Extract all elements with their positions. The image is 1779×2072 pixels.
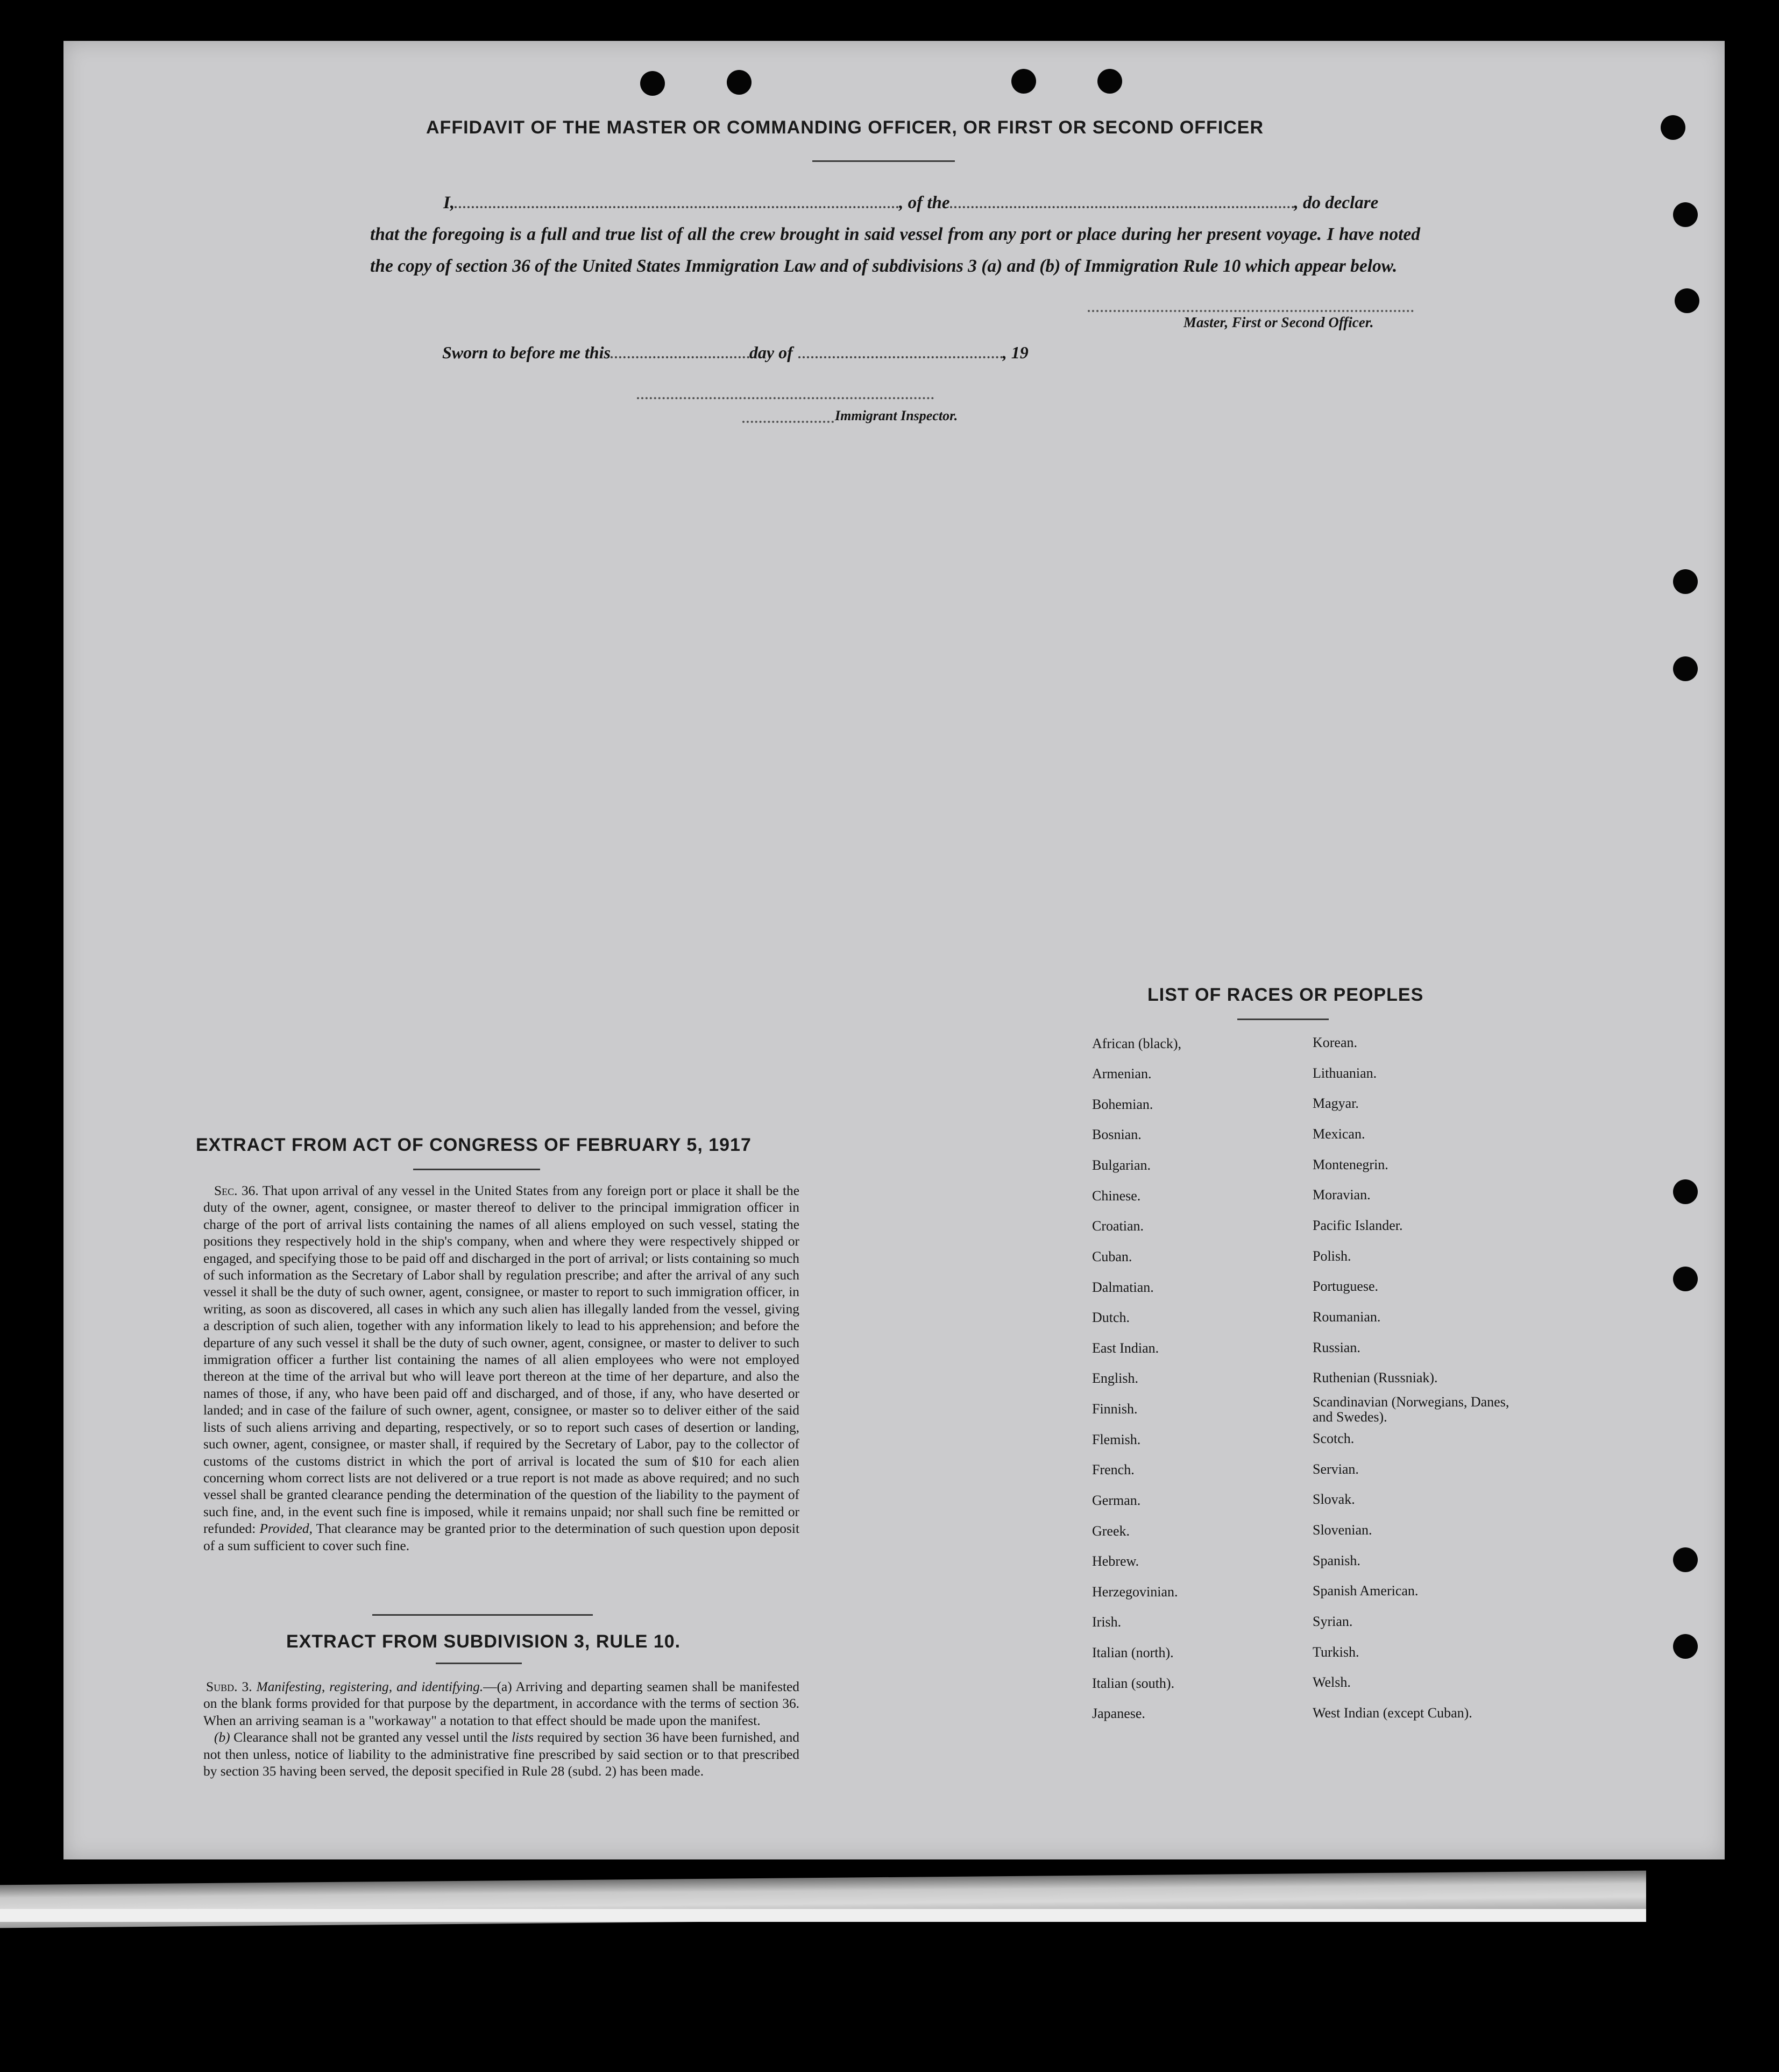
race-item: Hebrew. — [1092, 1553, 1139, 1569]
i-label: I, — [443, 193, 455, 213]
provided-text: That clearance may be granted prior to the determination of such question upon deposit of a sum sufficient to cover such fine. — [203, 1521, 799, 1553]
para-a-label: —(a) — [483, 1679, 512, 1694]
subd-label: Subd. 3. — [206, 1679, 252, 1694]
race-item: English. — [1092, 1370, 1138, 1386]
race-item: Cuban. — [1092, 1249, 1132, 1264]
punch-hole — [1675, 288, 1699, 313]
day-of-label: day of — [749, 343, 793, 362]
para-b-text-2: required by section 36 have been furnished, and not then unless, notice of liability to the administrative fine prescribed by said section or to that prescribed by section 35 having been served, the deposit specified in Rule 28 (subd. 2) has been made. — [203, 1730, 799, 1779]
race-item: Mexican. — [1313, 1126, 1365, 1142]
race-item: Servian. — [1313, 1461, 1359, 1477]
race-item: Chinese. — [1092, 1188, 1141, 1204]
punch-hole — [1673, 202, 1698, 227]
race-item: Korean. — [1313, 1035, 1358, 1050]
extract-act-title: EXTRACT FROM ACT OF CONGRESS OF FEBRUARY 5, 1917 — [196, 1135, 752, 1155]
punch-hole — [1673, 1634, 1698, 1659]
punch-hole — [640, 71, 665, 96]
race-item: Ruthenian (Russniak). — [1313, 1370, 1438, 1385]
subd-heading: Manifesting, registering, and identifying. — [256, 1679, 484, 1694]
race-item: African (black), — [1092, 1036, 1182, 1051]
race-item: Herzegovinian. — [1092, 1584, 1178, 1600]
race-item: Russian. — [1313, 1340, 1360, 1355]
race-item: Irish. — [1092, 1614, 1122, 1630]
races-title: LIST OF RACES OR PEOPLES — [1147, 985, 1424, 1005]
race-item: Scandinavian (Norwegians, Danes, and Swedes). — [1313, 1394, 1509, 1425]
punch-hole — [1673, 656, 1698, 681]
subdivision-3-text — [203, 1679, 799, 1780]
race-item: Spanish. — [1313, 1553, 1360, 1568]
race-item: Turkish. — [1313, 1644, 1359, 1660]
race-item: West Indian (except Cuban). — [1313, 1705, 1472, 1721]
punch-hole — [1097, 69, 1122, 94]
section-36-text — [203, 1183, 799, 1554]
affidavit-title: AFFIDAVIT OF THE MASTER OR COMMANDING OFFICER, OR FIRST OR SECOND OFFICER — [426, 117, 1264, 138]
section-body: That upon arrival of any vessel in the United States from any foreign port or place it shall be the duty of the owner, agent, consignee, or master thereof to deliver to the principal immigration officer in charge of the port of arrival lists containing the names of all aliens employed on such vessel, stating the positions they respectively hold in the ship's company, when and where they were respectively shipped or engaged, and specifying those to be paid off and discharged in the port of arrival; or lists containing so much of such information as the Secretary of Labor shall by regulation prescribe; and after the arrival of any such vessel it shall be the duty of such owner, agent, consignee, or master to report to such immigration officer, in writing, as soon as discovered, all cases in which any such alien has illegally landed from the vessel, giving a description of such alien, together with any information likely to lead to his apprehension; and before the departure of any such vessel it shall be the duty of such owner, agent, consignee, or master to deliver to such immigration officer a further list containing the names of all alien employees who were not employed thereon at the time of the arrival but who will leave port thereon at the time of her departure, and also the names of those, if any, who have been paid off and discharged, and of those, if any, who have deserted or landed; and in case of the failure of such owner, agent, consignee, or master so to deliver either of the said lists of such aliens arriving and departing, respectively, or so to report such cases of desertion or landing, such owner, agent, consignee, or master shall, if required by the Secretary of Labor, pay to the collector of customs of the customs district in which the port of arrival is located the sum of $10 for each alien concerning whom correct lists are not delivered or a true report is not made as above required; and no such vessel shall be granted clearance pending the determination of the question of the liability to the payment of such fine, and, in the event such fine is imposed, while it remains unpaid; nor shall such fine be remitted or refunded: — [203, 1183, 799, 1537]
sworn-day-field[interactable] — [611, 342, 749, 358]
race-item: Roumanian. — [1313, 1309, 1381, 1325]
declaration-text: that the foregoing is a full and true list of all the crew brought in said vessel from any port or place during her present voyage. I have noted the copy of section 36 of the United States Immigration Law and of subdivisions 3 (a) and (b) of Immigration Rule 10 which appear below. — [370, 224, 1420, 276]
race-item: Moravian. — [1313, 1187, 1371, 1203]
extract-act-end-rule — [372, 1614, 593, 1616]
race-item: Scotch. — [1313, 1431, 1355, 1446]
punch-hole — [1673, 1179, 1698, 1204]
punch-hole — [1661, 115, 1685, 140]
race-item: Italian (north). — [1092, 1645, 1174, 1660]
section-label: Sec. 36. — [214, 1183, 259, 1198]
extract-act-rule — [413, 1169, 540, 1170]
race-item: East Indian. — [1092, 1340, 1159, 1356]
punch-hole — [1673, 569, 1698, 594]
race-item: Croatian. — [1092, 1218, 1144, 1234]
year-label: , 19 — [1002, 343, 1029, 362]
race-item: Lithuanian. — [1313, 1065, 1377, 1081]
race-item: Portuguese. — [1313, 1278, 1379, 1294]
do-declare-label: , do declare — [1294, 193, 1379, 213]
provided-label: Provided, — [259, 1521, 313, 1537]
vessel-field[interactable] — [950, 192, 1294, 208]
para-b-lists: lists — [511, 1730, 534, 1745]
race-item: German. — [1092, 1493, 1141, 1508]
race-item: Syrian. — [1313, 1614, 1353, 1629]
para-b-label: (b) — [214, 1730, 230, 1745]
punch-hole — [1011, 69, 1036, 94]
para-a-text: Arriving and departing seamen shall be manifested on the blank forms provided for that purpose by the department, in accordance with the terms of section 36. When an arriving seaman is a "workaway" a notation to that effect should be made upon the manifest. — [203, 1679, 799, 1728]
race-item: Dutch. — [1092, 1310, 1130, 1325]
race-item: Japanese. — [1092, 1706, 1145, 1721]
extract-rule-title-rule — [436, 1663, 522, 1664]
race-item: Polish. — [1313, 1248, 1351, 1264]
paragraph-a — [203, 1679, 799, 1729]
race-item: Bulgarian. — [1092, 1157, 1151, 1173]
sworn-month-field[interactable] — [798, 342, 1003, 358]
race-item: Welsh. — [1313, 1674, 1351, 1690]
race-item: Slovenian. — [1313, 1522, 1372, 1538]
affidavit-declaration-block — [370, 187, 1420, 282]
name-field[interactable] — [455, 192, 899, 208]
race-item: Bohemian. — [1092, 1097, 1153, 1112]
inspector-signature-line[interactable] — [637, 397, 934, 399]
races-title-rule — [1237, 1019, 1329, 1020]
para-b-text-1: Clearance shall not be granted any vessel until the — [233, 1730, 508, 1745]
race-item: Montenegrin. — [1313, 1157, 1388, 1172]
inspector-label: Immigrant Inspector. — [835, 408, 958, 423]
punch-hole — [727, 70, 752, 95]
race-item: Italian (south). — [1092, 1675, 1175, 1691]
punch-hole — [1673, 1267, 1698, 1291]
bleed-through-text — [242, 113, 254, 149]
affidavit-title-rule — [812, 160, 955, 162]
race-item: Armenian. — [1092, 1066, 1152, 1081]
race-item: Spanish American. — [1313, 1583, 1419, 1599]
scanned-form-page — [63, 41, 1725, 1859]
race-item: French. — [1092, 1462, 1135, 1477]
of-the-label: , of the — [899, 193, 950, 213]
race-item: Flemish. — [1092, 1432, 1141, 1447]
race-item: Slovak. — [1313, 1491, 1355, 1507]
page-edge-highlight — [0, 1909, 1646, 1922]
extract-rule-title: EXTRACT FROM SUBDIVISION 3, RULE 10. — [286, 1631, 681, 1652]
sworn-label: Sworn to before me this — [442, 343, 611, 362]
race-item: Greek. — [1092, 1523, 1130, 1539]
paragraph-b — [203, 1729, 799, 1780]
sworn-line — [442, 342, 1029, 363]
master-signature-label: Master, First or Second Officer. — [1183, 314, 1374, 330]
race-item: Magyar. — [1313, 1095, 1359, 1111]
race-item: Bosnian. — [1092, 1127, 1142, 1142]
race-item: Pacific Islander. — [1313, 1218, 1403, 1233]
race-item: Dalmatian. — [1092, 1279, 1154, 1295]
punch-hole — [1673, 1547, 1698, 1572]
affidavit-first-line — [370, 187, 1420, 218]
race-item: Finnish. — [1092, 1401, 1138, 1417]
inspector-name-line[interactable] — [742, 421, 834, 423]
master-signature-line[interactable] — [1088, 310, 1414, 312]
